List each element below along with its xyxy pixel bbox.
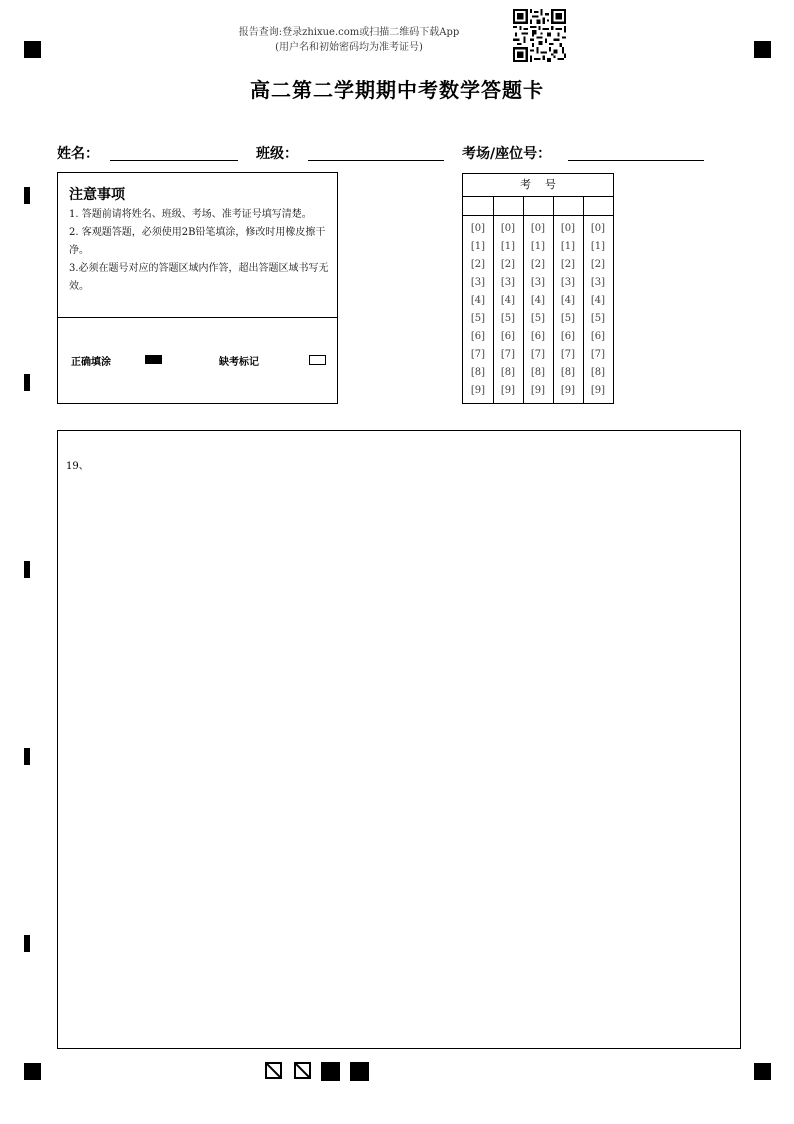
slashed-box-icon xyxy=(265,1062,282,1079)
exam-id-bubble[interactable]: [0] xyxy=(530,223,546,234)
registration-mark-top-right xyxy=(754,41,771,58)
exam-id-bubble[interactable]: [5] xyxy=(530,313,546,324)
exam-id-bubble[interactable]: [1] xyxy=(470,241,486,252)
exam-id-box xyxy=(462,173,614,404)
exam-id-bubble[interactable]: [3] xyxy=(470,277,486,288)
notice-item: 2. 客观题答题，必须使用2B铅笔填涂，修改时用橡皮擦干净。 xyxy=(69,227,326,256)
exam-id-bubble[interactable]: [7] xyxy=(500,349,516,360)
exam-id-bubble[interactable]: [4] xyxy=(470,295,486,306)
solid-square-mark xyxy=(350,1062,369,1081)
exam-id-title: 考号 xyxy=(463,174,613,197)
solid-square-mark xyxy=(321,1062,340,1081)
question-number: 19、 xyxy=(66,461,89,472)
exam-id-bubble[interactable]: [1] xyxy=(590,241,606,252)
exam-id-bubble[interactable]: [5] xyxy=(560,313,576,324)
exam-id-bubble[interactable]: [8] xyxy=(500,367,516,378)
registration-mark-bottom-left xyxy=(24,1063,41,1080)
exam-id-bubble[interactable]: [5] xyxy=(590,313,606,324)
exam-id-bubble[interactable]: [7] xyxy=(560,349,576,360)
qr-code-icon[interactable] xyxy=(513,9,566,62)
page-title: 高二第二学期期中考数学答题卡 xyxy=(250,78,544,102)
notice-item: 1. 答题前请将姓名、班级、考场、准考证号填写清楚。 xyxy=(69,209,312,220)
slashed-box-icon xyxy=(294,1062,311,1079)
report-query-line: 报告查询:登录zhixue.com或扫描二维码下载App xyxy=(238,27,460,38)
exam-id-column[interactable] xyxy=(523,197,553,403)
exam-id-write-cell[interactable] xyxy=(493,197,523,216)
seat-field[interactable] xyxy=(568,160,704,161)
exam-id-bubble[interactable]: [8] xyxy=(530,367,546,378)
exam-id-bubble[interactable]: [0] xyxy=(470,223,486,234)
exam-id-bubble[interactable]: [8] xyxy=(470,367,486,378)
exam-id-bubble[interactable]: [0] xyxy=(590,223,606,234)
exam-id-bubble[interactable]: [6] xyxy=(560,331,576,342)
exam-id-bubble[interactable]: [2] xyxy=(590,259,606,270)
seat-label: 考场/座位号： xyxy=(462,146,552,162)
notice-divider xyxy=(58,317,337,318)
exam-id-write-cell[interactable] xyxy=(523,197,553,216)
exam-id-bubble[interactable]: [9] xyxy=(470,385,486,396)
exam-id-column[interactable] xyxy=(553,197,583,403)
exam-id-bubble[interactable]: [7] xyxy=(470,349,486,360)
exam-id-bubble[interactable]: [9] xyxy=(500,385,516,396)
exam-id-bubble[interactable]: [3] xyxy=(530,277,546,288)
exam-id-bubble[interactable]: [4] xyxy=(500,295,516,306)
notice-title: 注意事项 xyxy=(69,187,125,203)
password-hint-line: (用户名和初始密码均为准考证号) xyxy=(275,42,423,53)
exam-id-bubble[interactable]: [5] xyxy=(470,313,486,324)
exam-id-column[interactable] xyxy=(583,197,613,403)
exam-id-bubble[interactable]: [3] xyxy=(500,277,516,288)
exam-id-bubble[interactable]: [3] xyxy=(560,277,576,288)
exam-id-bubble[interactable]: [2] xyxy=(560,259,576,270)
exam-id-write-cell[interactable] xyxy=(463,197,493,216)
exam-id-bubble[interactable]: [7] xyxy=(530,349,546,360)
exam-id-column[interactable] xyxy=(463,197,493,403)
name-field[interactable] xyxy=(110,160,238,161)
exam-id-bubble[interactable]: [6] xyxy=(500,331,516,342)
exam-id-bubble[interactable]: [2] xyxy=(500,259,516,270)
exam-id-bubble[interactable]: [2] xyxy=(470,259,486,270)
notice-item: 3.必须在题号对应的答题区域内作答，超出答题区域书写无效。 xyxy=(69,263,329,292)
exam-id-column[interactable] xyxy=(493,197,523,403)
exam-id-bubble[interactable]: [9] xyxy=(560,385,576,396)
exam-id-bubble[interactable]: [3] xyxy=(590,277,606,288)
timing-bar xyxy=(24,561,30,578)
exam-id-bubble[interactable]: [7] xyxy=(590,349,606,360)
class-field[interactable] xyxy=(308,160,444,161)
exam-id-bubble[interactable]: [6] xyxy=(590,331,606,342)
exam-id-bubble[interactable]: [4] xyxy=(590,295,606,306)
notice-box xyxy=(57,172,338,404)
exam-id-bubble[interactable]: [1] xyxy=(500,241,516,252)
registration-mark-bottom-right xyxy=(754,1063,771,1080)
exam-id-write-cell[interactable] xyxy=(583,197,613,216)
name-label: 姓名： xyxy=(57,146,99,162)
exam-id-bubble[interactable]: [6] xyxy=(530,331,546,342)
correct-fill-sample xyxy=(145,355,162,364)
class-label: 班级： xyxy=(256,146,298,162)
exam-id-bubble[interactable]: [2] xyxy=(530,259,546,270)
exam-id-bubble[interactable]: [9] xyxy=(590,385,606,396)
timing-bar xyxy=(24,748,30,765)
correct-fill-label: 正确填涂 xyxy=(71,357,111,368)
answer-area-19[interactable] xyxy=(57,430,741,1049)
timing-bar xyxy=(24,187,30,204)
exam-id-bubble[interactable]: [0] xyxy=(500,223,516,234)
exam-id-bubble[interactable]: [8] xyxy=(560,367,576,378)
absent-mark-checkbox[interactable] xyxy=(309,355,326,365)
exam-id-write-cell[interactable] xyxy=(553,197,583,216)
exam-id-bubble[interactable]: [4] xyxy=(530,295,546,306)
exam-id-bubble[interactable]: [0] xyxy=(560,223,576,234)
notice-list xyxy=(69,206,331,296)
exam-id-bubble[interactable]: [5] xyxy=(500,313,516,324)
exam-id-bubble[interactable]: [8] xyxy=(590,367,606,378)
timing-bar xyxy=(24,374,30,391)
exam-id-bubble[interactable]: [6] xyxy=(470,331,486,342)
exam-id-bubble[interactable]: [4] xyxy=(560,295,576,306)
exam-id-bubble[interactable]: [1] xyxy=(560,241,576,252)
exam-id-bubble[interactable]: [1] xyxy=(530,241,546,252)
absent-mark-label: 缺考标记 xyxy=(219,357,259,368)
timing-bar xyxy=(24,935,30,952)
exam-id-bubble[interactable]: [9] xyxy=(530,385,546,396)
